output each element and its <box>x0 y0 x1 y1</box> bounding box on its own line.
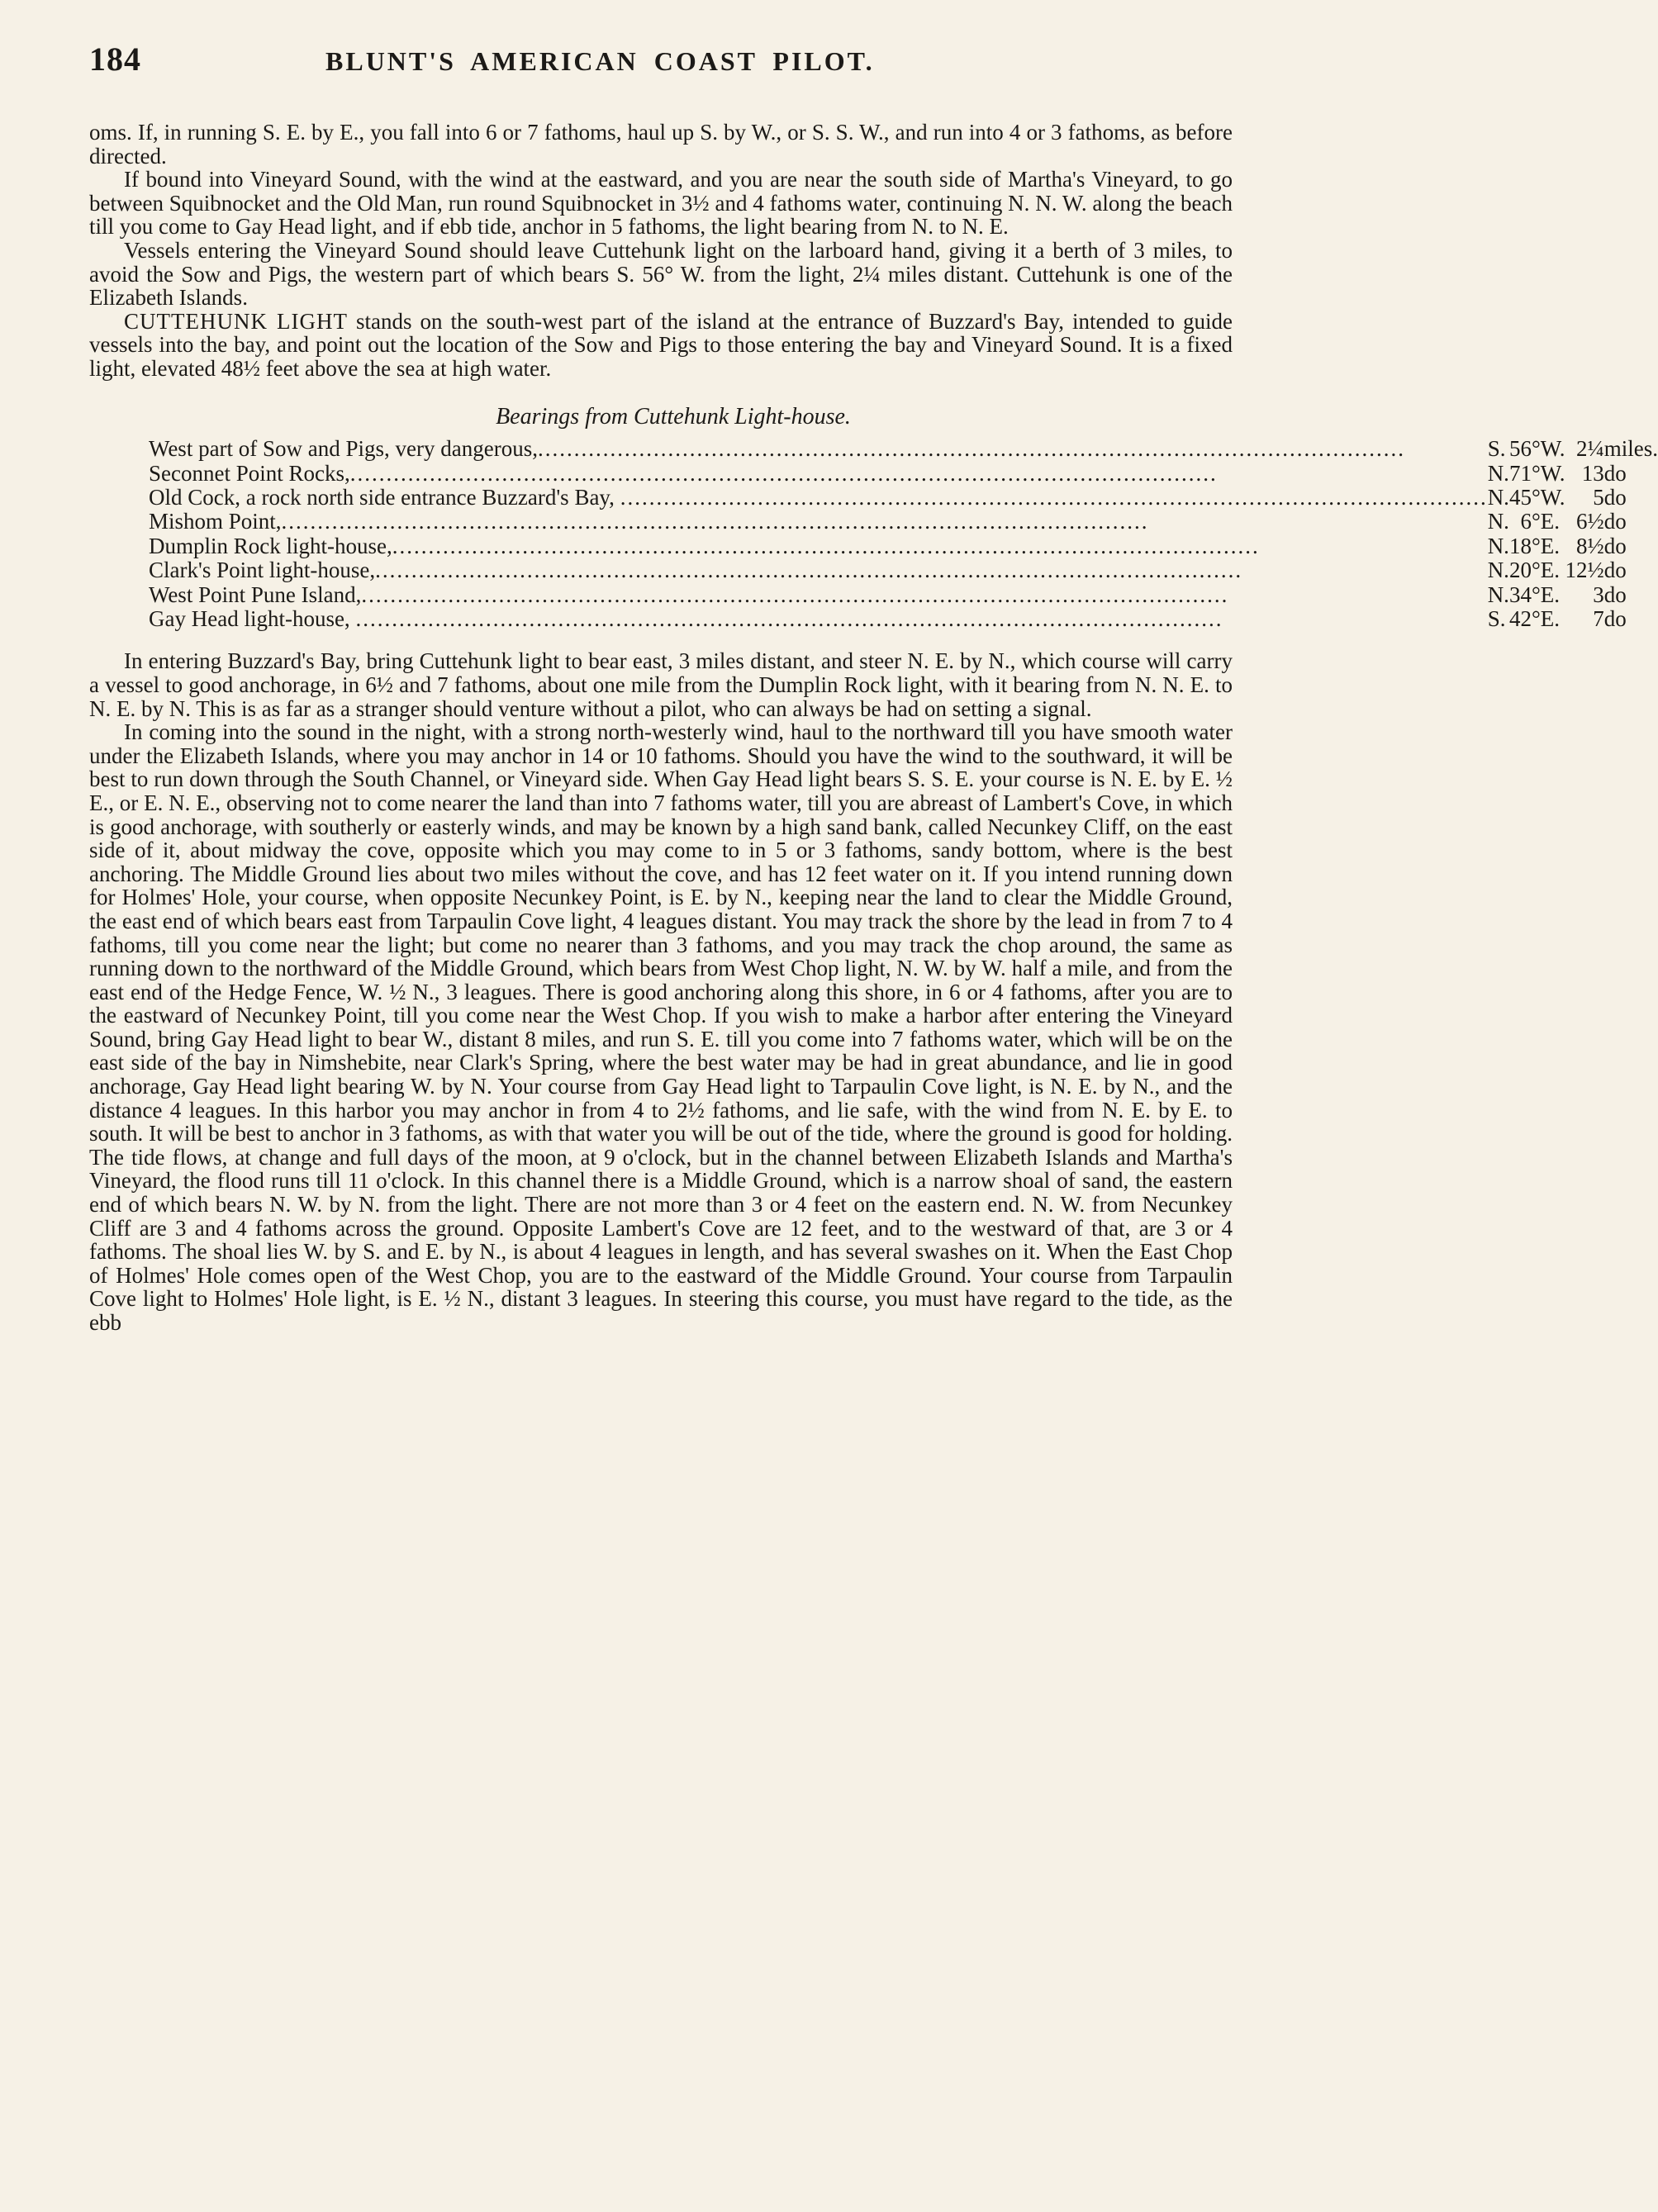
bearing-direction: S. <box>1487 605 1506 631</box>
bearing-distance: 12½ <box>1565 558 1604 583</box>
bearing-distance: 3 <box>1593 581 1604 607</box>
bearing-place: West Point Pune Island, <box>149 581 362 607</box>
table-row <box>149 462 1658 486</box>
bearing-degrees: 34° <box>1508 581 1541 607</box>
bearing-place: Clark's Point light-house, <box>149 558 376 583</box>
bearing-unit: do <box>1603 509 1627 534</box>
bearing-point: E. <box>1540 581 1560 607</box>
bearing-unit: do <box>1603 605 1627 631</box>
bearing-unit: do <box>1603 533 1627 558</box>
bearing-degrees: 6° <box>1520 509 1541 534</box>
bearing-degrees: 42° <box>1508 605 1541 631</box>
bearing-place: West part of Sow and Pigs, very dangerous, <box>149 436 538 462</box>
bearing-unit: miles. <box>1603 436 1658 462</box>
bearing-point: E. <box>1540 509 1560 534</box>
bearings-table <box>149 437 1658 631</box>
dot-leader: ........................................................................................................................ <box>392 533 1260 558</box>
top-paragraphs <box>89 121 1233 310</box>
page-number: 184 <box>89 40 141 78</box>
table-row <box>149 437 1658 461</box>
running-head: BLUNT'S AMERICAN COAST PILOT. <box>325 46 875 76</box>
dot-leader: ........................................................................................................................ <box>355 605 1223 631</box>
bearing-point: E. <box>1540 533 1560 558</box>
paragraph: In entering Buzzard's Bay, bring Cuttehunk light to bear east, 3 miles distant, and steer N. E. by N., which course will carry a vessel to good anchorage, in 6½ and 7 fathoms, about one mile from the Dumplin Rock light, with it bearing from N. N. E. to N. E. by N. This is as far as a stranger should venture without a pilot, who can always be had on setting a signal. <box>89 648 1233 721</box>
bearing-distance: 6½ <box>1576 509 1604 534</box>
bearing-unit: do <box>1603 460 1627 486</box>
bearing-degrees: 71° <box>1508 460 1541 486</box>
table-row <box>149 583 1658 607</box>
table-row <box>149 534 1658 558</box>
dot-leader: ........................................................................................................................ <box>281 509 1149 534</box>
dot-leader: ........................................................................................................................ <box>349 460 1218 486</box>
bearing-place: Mishom Point, <box>149 509 282 534</box>
cuttehunk-text: stands on the south-west part of the island at the entrance of Buzzard's Bay, intended to guide vessels into the bay, and point out the location of the Sow and Pigs to those entering the bay and Vineyard Sound. It is a fixed light, elevated 48½ feet above the sea at high water. <box>89 308 1233 381</box>
table-row <box>149 510 1658 534</box>
paragraph: In coming into the sound in the night, with a strong north-westerly wind, haul to the northward till you have smooth water under the Elizabeth Islands, where you may anchor in 14 or 10 fathoms. Should you have the wind to the southward, it will be best to run down through the South Channel, or Vineyard side. When Gay Head light bears S. S. E. your course is N. E. by E. ½ E., or E. N. E., observing not to come nearer the land than into 7 fathoms water, till you are abreast of Lambert's Cove, in which is good anchorage, with southerly or easterly winds, and may be known by a high sand bank, called Necunkey Cliff, on the east side of it, about midway the cove, opposite which you may come to in 5 or 3 fathoms, sandy bottom, where is the best anchoring. The Middle Ground lies about two miles without the cove, and has 12 feet water on it. If you intend running down for Holmes' Hole, your course, when opposite Necunkey Point, is E. by N., keeping near the land to clear the Middle Ground, the east end of which bears east from Tarpaulin Cove light, 4 leagues distant. You may track the shore by the lead in from 7 to 4 fathoms, till you come near the light; but come no nearer than 3 fathoms, and you may track the chop around, the same as running down to the northward of the Middle Ground, which bears from West Chop light, N. W. by W. half a mile, and from the east end of the Hedge Fence, W. ½ N., 3 leagues. There is good anchoring along this shore, in 6 or 4 fathoms, after you are to the eastward of Necunkey Point, till you come near the West Chop. If you wish to make a harbor after entering the Vineyard Sound, bring Gay Head light to bear W., distant 8 miles, and run S. E. till you come into 7 fathoms water, which will be on the east side of the bay in Nimshebite, near Clark's Spring, where the best water may be had in great abundance, and lie in good anchorage, Gay Head light bearing W. by N. Your course from Gay Head light to Tarpaulin Cove light, is N. E. by N., and the distance 4 leagues. In this harbor you may anchor in from 4 to 2½ fathoms, and lie safe, with the wind from N. E. by E. to south. It will be best to anchor in 3 fathoms, as with that water you will be out of the tide, where the ground is good for holding. The tide flows, at change and full days of the moon, at 9 o'clock, but in the channel between Elizabeth Islands and Martha's Vineyard, the flood runs till 11 o'clock. In this channel there is a Middle Ground, which is a narrow shoal of sand, the eastern end of which bears N. W. by N. from the light. There are not more than 3 or 4 feet on the eastern end. N. W. from Necunkey Cliff are 3 and 4 fathoms across the ground. Opposite Lambert's Cove are 12 feet, and to the westward of that, are 3 or 4 fathoms. The shoal lies W. by S. and E. by N., is about 4 leagues in length, and has several swashes on it. When the East Chop of Holmes' Hole comes open of the West Chop, you are to the eastward of the Middle Ground. Your course from Tarpaulin Cove light to Holmes' Hole light, is E. ½ N., distant 3 leagues. In steering this course, you must have regard to the tide, as the ebb <box>89 719 1233 1335</box>
bearing-direction: N. <box>1487 484 1509 510</box>
page-header <box>89 40 1233 88</box>
bearing-place: Old Cock, a rock north side entrance Buzzard's Bay, <box>149 484 620 510</box>
bearing-direction: S. <box>1487 436 1506 462</box>
bearing-distance: 13 <box>1581 460 1604 486</box>
table-row <box>149 607 1658 631</box>
bearing-degrees: 56° <box>1508 436 1541 462</box>
bearing-degrees: 20° <box>1508 558 1541 583</box>
bearing-degrees: 18° <box>1508 533 1541 558</box>
dot-leader: ........................................................................................................................ <box>538 436 1405 462</box>
bearing-point: E. <box>1540 605 1560 631</box>
bearing-point: W. <box>1540 484 1565 510</box>
bearing-unit: do <box>1603 484 1627 510</box>
bearing-unit: do <box>1603 558 1627 583</box>
bearing-direction: N. <box>1487 460 1509 486</box>
bearing-direction: N. <box>1487 581 1509 607</box>
bearing-place: Dumplin Rock light-house, <box>149 533 392 558</box>
bearing-direction: N. <box>1487 509 1509 534</box>
cuttehunk-lead: CUTTEHUNK LIGHT <box>124 308 348 334</box>
bearing-direction: N. <box>1487 533 1509 558</box>
table-row <box>149 558 1658 582</box>
bearing-distance: 8½ <box>1576 533 1604 558</box>
dot-leader: ........................................................................................................................ <box>375 558 1243 583</box>
bearing-distance: 7 <box>1593 605 1604 631</box>
dot-leader: ........................................................................................................................ <box>620 484 1488 510</box>
paragraph: Vessels entering the Vineyard Sound should leave Cuttehunk light on the larboard hand, giving it a berth of 3 miles, to avoid the Sow and Pigs, the western part of which bears S. 56° W. from the light, 2¼ miles distant. Cuttehunk is one of the Elizabeth Islands. <box>89 237 1233 311</box>
dot-leader: ........................................................................................................................ <box>361 581 1229 607</box>
bearing-place: Gay Head light-house, <box>149 605 356 631</box>
bearing-distance: 5 <box>1593 484 1604 510</box>
bearing-point: W. <box>1540 460 1565 486</box>
bearing-point: E. <box>1540 558 1560 583</box>
bearing-distance: 2¼ <box>1576 436 1604 462</box>
bearing-degrees: 45° <box>1508 484 1541 510</box>
paragraph: If bound into Vineyard Sound, with the wind at the eastward, and you are near the south side of Martha's Vineyard, to go between Squibnocket and the Old Man, run round Squibnocket in 3½ and 4 fathoms water, continuing N. N. W. along the beach till you come to Gay Head light, and if ebb tide, anchor in 5 fathoms, the light bearing from N. to N. E. <box>89 167 1233 240</box>
paragraph: oms. If, in running S. E. by E., you fall into 6 or 7 fathoms, haul up S. by W., or S. S. W., and run into 4 or 3 fathoms, as before directed. <box>89 120 1233 169</box>
bearing-unit: do <box>1603 581 1627 607</box>
bottom-paragraphs <box>89 649 1233 1334</box>
bearing-direction: N. <box>1487 558 1509 583</box>
body-text <box>89 120 1658 1335</box>
bearing-place: Seconnet Point Rocks, <box>149 460 350 486</box>
table-row <box>149 486 1658 510</box>
bearing-point: W. <box>1540 436 1565 462</box>
cuttehunk-paragraph <box>89 310 1233 381</box>
table-caption: Bearings from Cuttehunk Light-house. <box>496 403 851 430</box>
